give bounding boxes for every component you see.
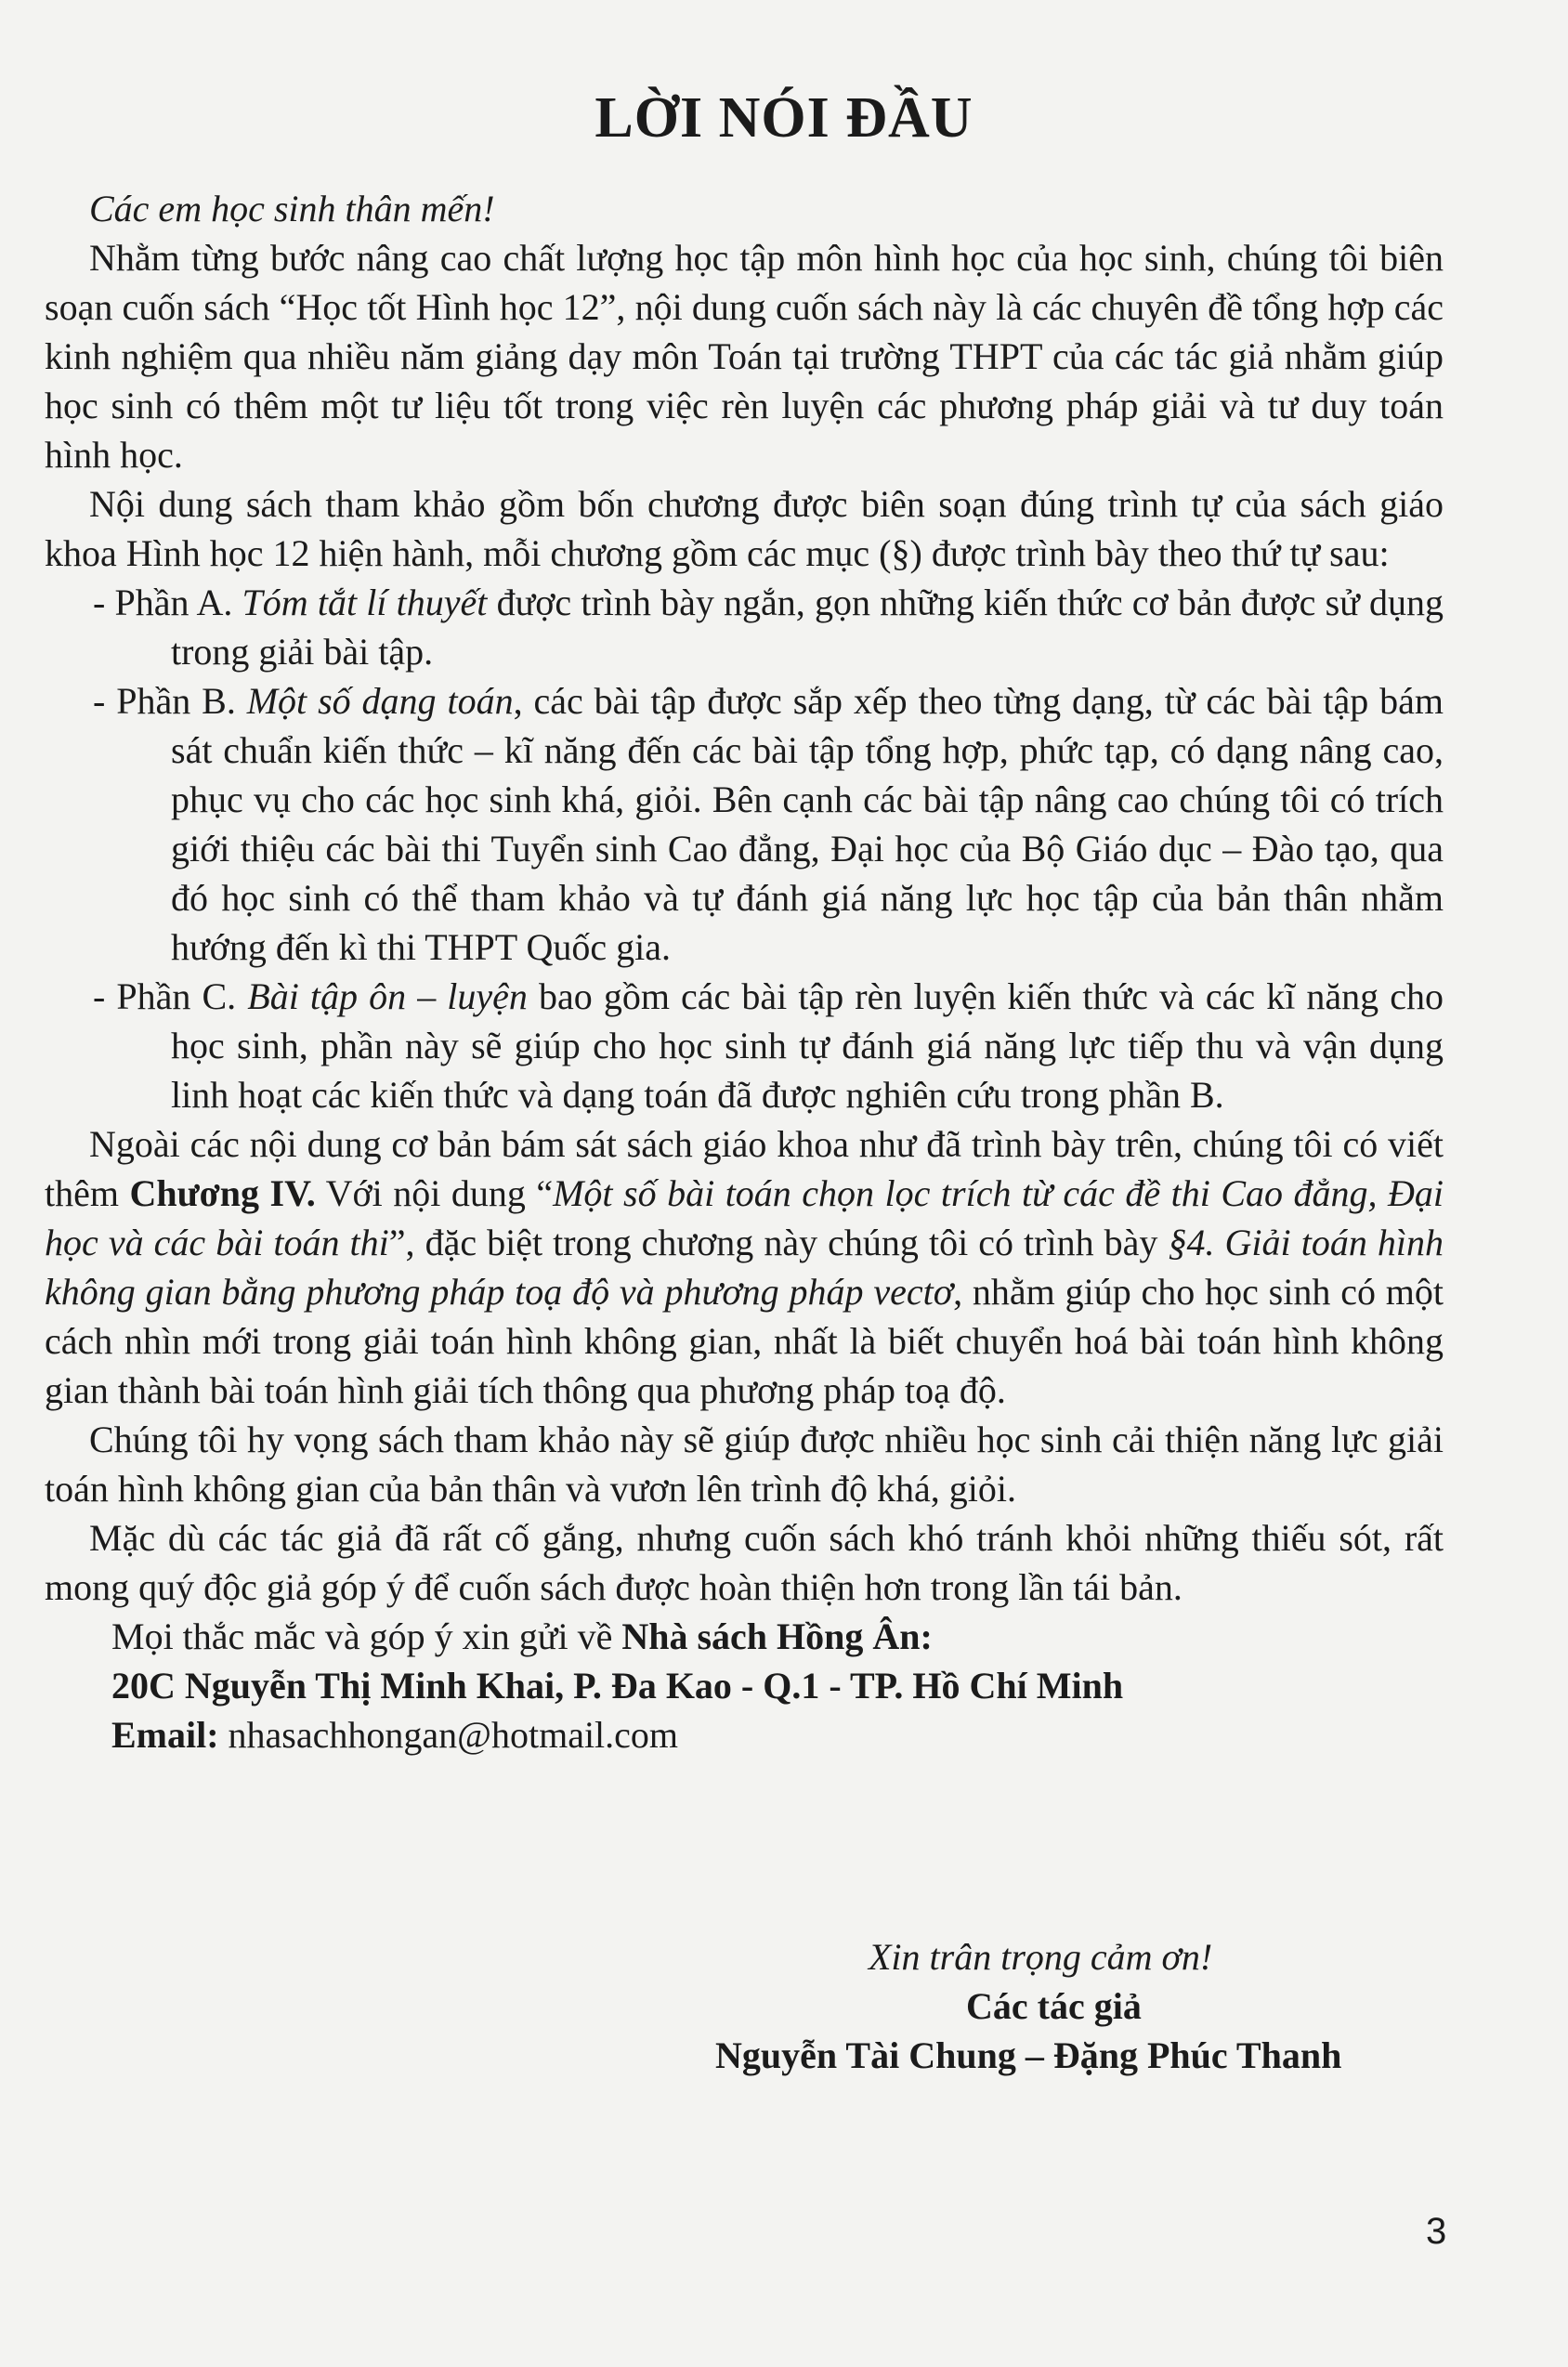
email-line xyxy=(45,1710,1444,1759)
contact-intro-line xyxy=(45,1612,1444,1661)
publisher-address: 20C Nguyễn Thị Minh Khai, P. Đa Kao - Q.1 - TP. Hồ Chí Minh xyxy=(111,1665,1124,1707)
address-line xyxy=(45,1661,1444,1710)
paragraph-chapter-four-text-4: , nhằm giúp cho học sinh có một cách nhìn mới trong giải toán hình không gian, nhất là biết chuyển hoá bài toán hình không gian thành bài toán hình giải tích thông qua phương pháp toạ độ. xyxy=(45,1271,1444,1411)
contact-intro: Mọi thắc mắc và góp ý xin gửi về xyxy=(111,1615,622,1657)
paragraph-chapter-four-text-2: Với nội dung “ xyxy=(315,1172,554,1214)
publisher-name: Nhà sách Hồng Ân: xyxy=(621,1615,933,1657)
paragraph-contents: Nội dung sách tham khảo gồm bốn chương được biên soạn đúng trình tự của sách giáo khoa Hình học 12 hiện hành, mỗi chương gồm các mục (§) được trình bày theo thứ tự sau: xyxy=(45,483,1444,574)
part-c-text: bao gồm các bài tập rèn luyện kiến thức và các kĩ năng cho học sinh, phần này sẽ giúp cho học sinh tự đánh giá năng lực tiếp thu và vận dụng linh hoạt các kiến thức và dạng toán đã được nghiên cứu trong phần B. xyxy=(171,975,1444,1116)
authors-label: Các tác giả xyxy=(966,1985,1142,2027)
part-a-name: Tóm tắt lí thuyết xyxy=(242,582,488,623)
closing-thanks: Xin trân trọng cảm ơn! xyxy=(869,1936,1213,1978)
part-b-name: Một số dạng toán xyxy=(246,680,514,722)
part-c-item xyxy=(93,972,1444,1119)
preface-body xyxy=(45,184,1444,1759)
part-a-prefix: - Phần A. xyxy=(93,582,242,623)
part-a-text: được trình bày ngắn, gọn những kiến thức cơ bản được sử dụng trong giải bài tập. xyxy=(171,582,1444,673)
part-b-item xyxy=(93,676,1444,972)
part-a-item xyxy=(93,578,1444,676)
paragraph-chapter-four xyxy=(45,1119,1444,1415)
part-c-name: Bài tập ôn – luyện xyxy=(247,975,528,1017)
page-title: LỜI NÓI ĐẦU xyxy=(595,86,973,150)
page-number: 3 xyxy=(1426,2211,1447,2252)
part-c-prefix: - Phần C. xyxy=(93,975,248,1017)
chapter-four-title: Một số bài toán chọn lọc trích từ các đề thi Cao đẳng, Đại học và các bài toán thi xyxy=(45,1172,1444,1263)
salutation: Các em học sinh thân mến! xyxy=(89,188,495,229)
email-address: nhasachhongan@hotmail.com xyxy=(228,1714,679,1756)
part-b-prefix: - Phần B. xyxy=(93,680,247,722)
authors-names: Nguyễn Tài Chung – Đặng Phúc Thanh xyxy=(715,2034,1342,2076)
chapter-four-label: Chương IV. xyxy=(129,1172,316,1214)
paragraph-hope: Chúng tôi hy vọng sách tham khảo này sẽ giúp được nhiều học sinh cải thiện năng lực giải toán hình không gian của bản thân và vươn lên trình độ khá, giỏi. xyxy=(45,1419,1444,1510)
paragraph-intro: Nhằm từng bước nâng cao chất lượng học tập môn hình học của học sinh, chúng tôi biên soạn cuốn sách “Học tốt Hình học 12”, nội dung cuốn sách này là các chuyên đề tổng hợp các kinh nghiệm qua nhiều năm giảng dạy môn Toán tại trường THPT của các tác giả nhằm giúp học sinh có thêm một tư liệu tốt trong việc rèn luyện các phương pháp giải và tư duy toán hình học. xyxy=(45,237,1444,476)
email-label: Email: xyxy=(111,1714,229,1756)
paragraph-chapter-four-text-3: ”, đặc biệt trong chương này chúng tôi có trình bày xyxy=(388,1222,1169,1263)
paragraph-chapter-four-text-1: Ngoài các nội dung cơ bản bám sát sách giáo khoa như đã trình bày trên, chúng tôi có viết thêm xyxy=(45,1123,1444,1214)
section-four-title: §4. Giải toán hình không gian bằng phương pháp toạ độ và phương pháp vectơ xyxy=(45,1222,1444,1313)
part-b-text: , các bài tập được sắp xếp theo từng dạng, từ các bài tập bám sát chuẩn kiến thức – kĩ năng đến các bài tập tổng hợp, phức tạp, có dạng nâng cao, phục vụ cho các học sinh khá, giỏi. Bên cạnh các bài tập nâng cao chúng tôi có trích giới thiệu các bài thi Tuyển sinh Cao đẳng, Đại học của Bộ Giáo dục – Đào tạo, qua đó học sinh có thể tham khảo và tự đánh giá năng lực học tập của bản thân nhằm hướng đến kì thi THPT Quốc gia. xyxy=(171,680,1444,968)
paragraph-feedback: Mặc dù các tác giả đã rất cố gắng, nhưng cuốn sách khó tránh khỏi những thiếu sót, rất mong quý độc giả góp ý để cuốn sách được hoàn thiện hơn trong lần tái bản. xyxy=(45,1517,1444,1608)
